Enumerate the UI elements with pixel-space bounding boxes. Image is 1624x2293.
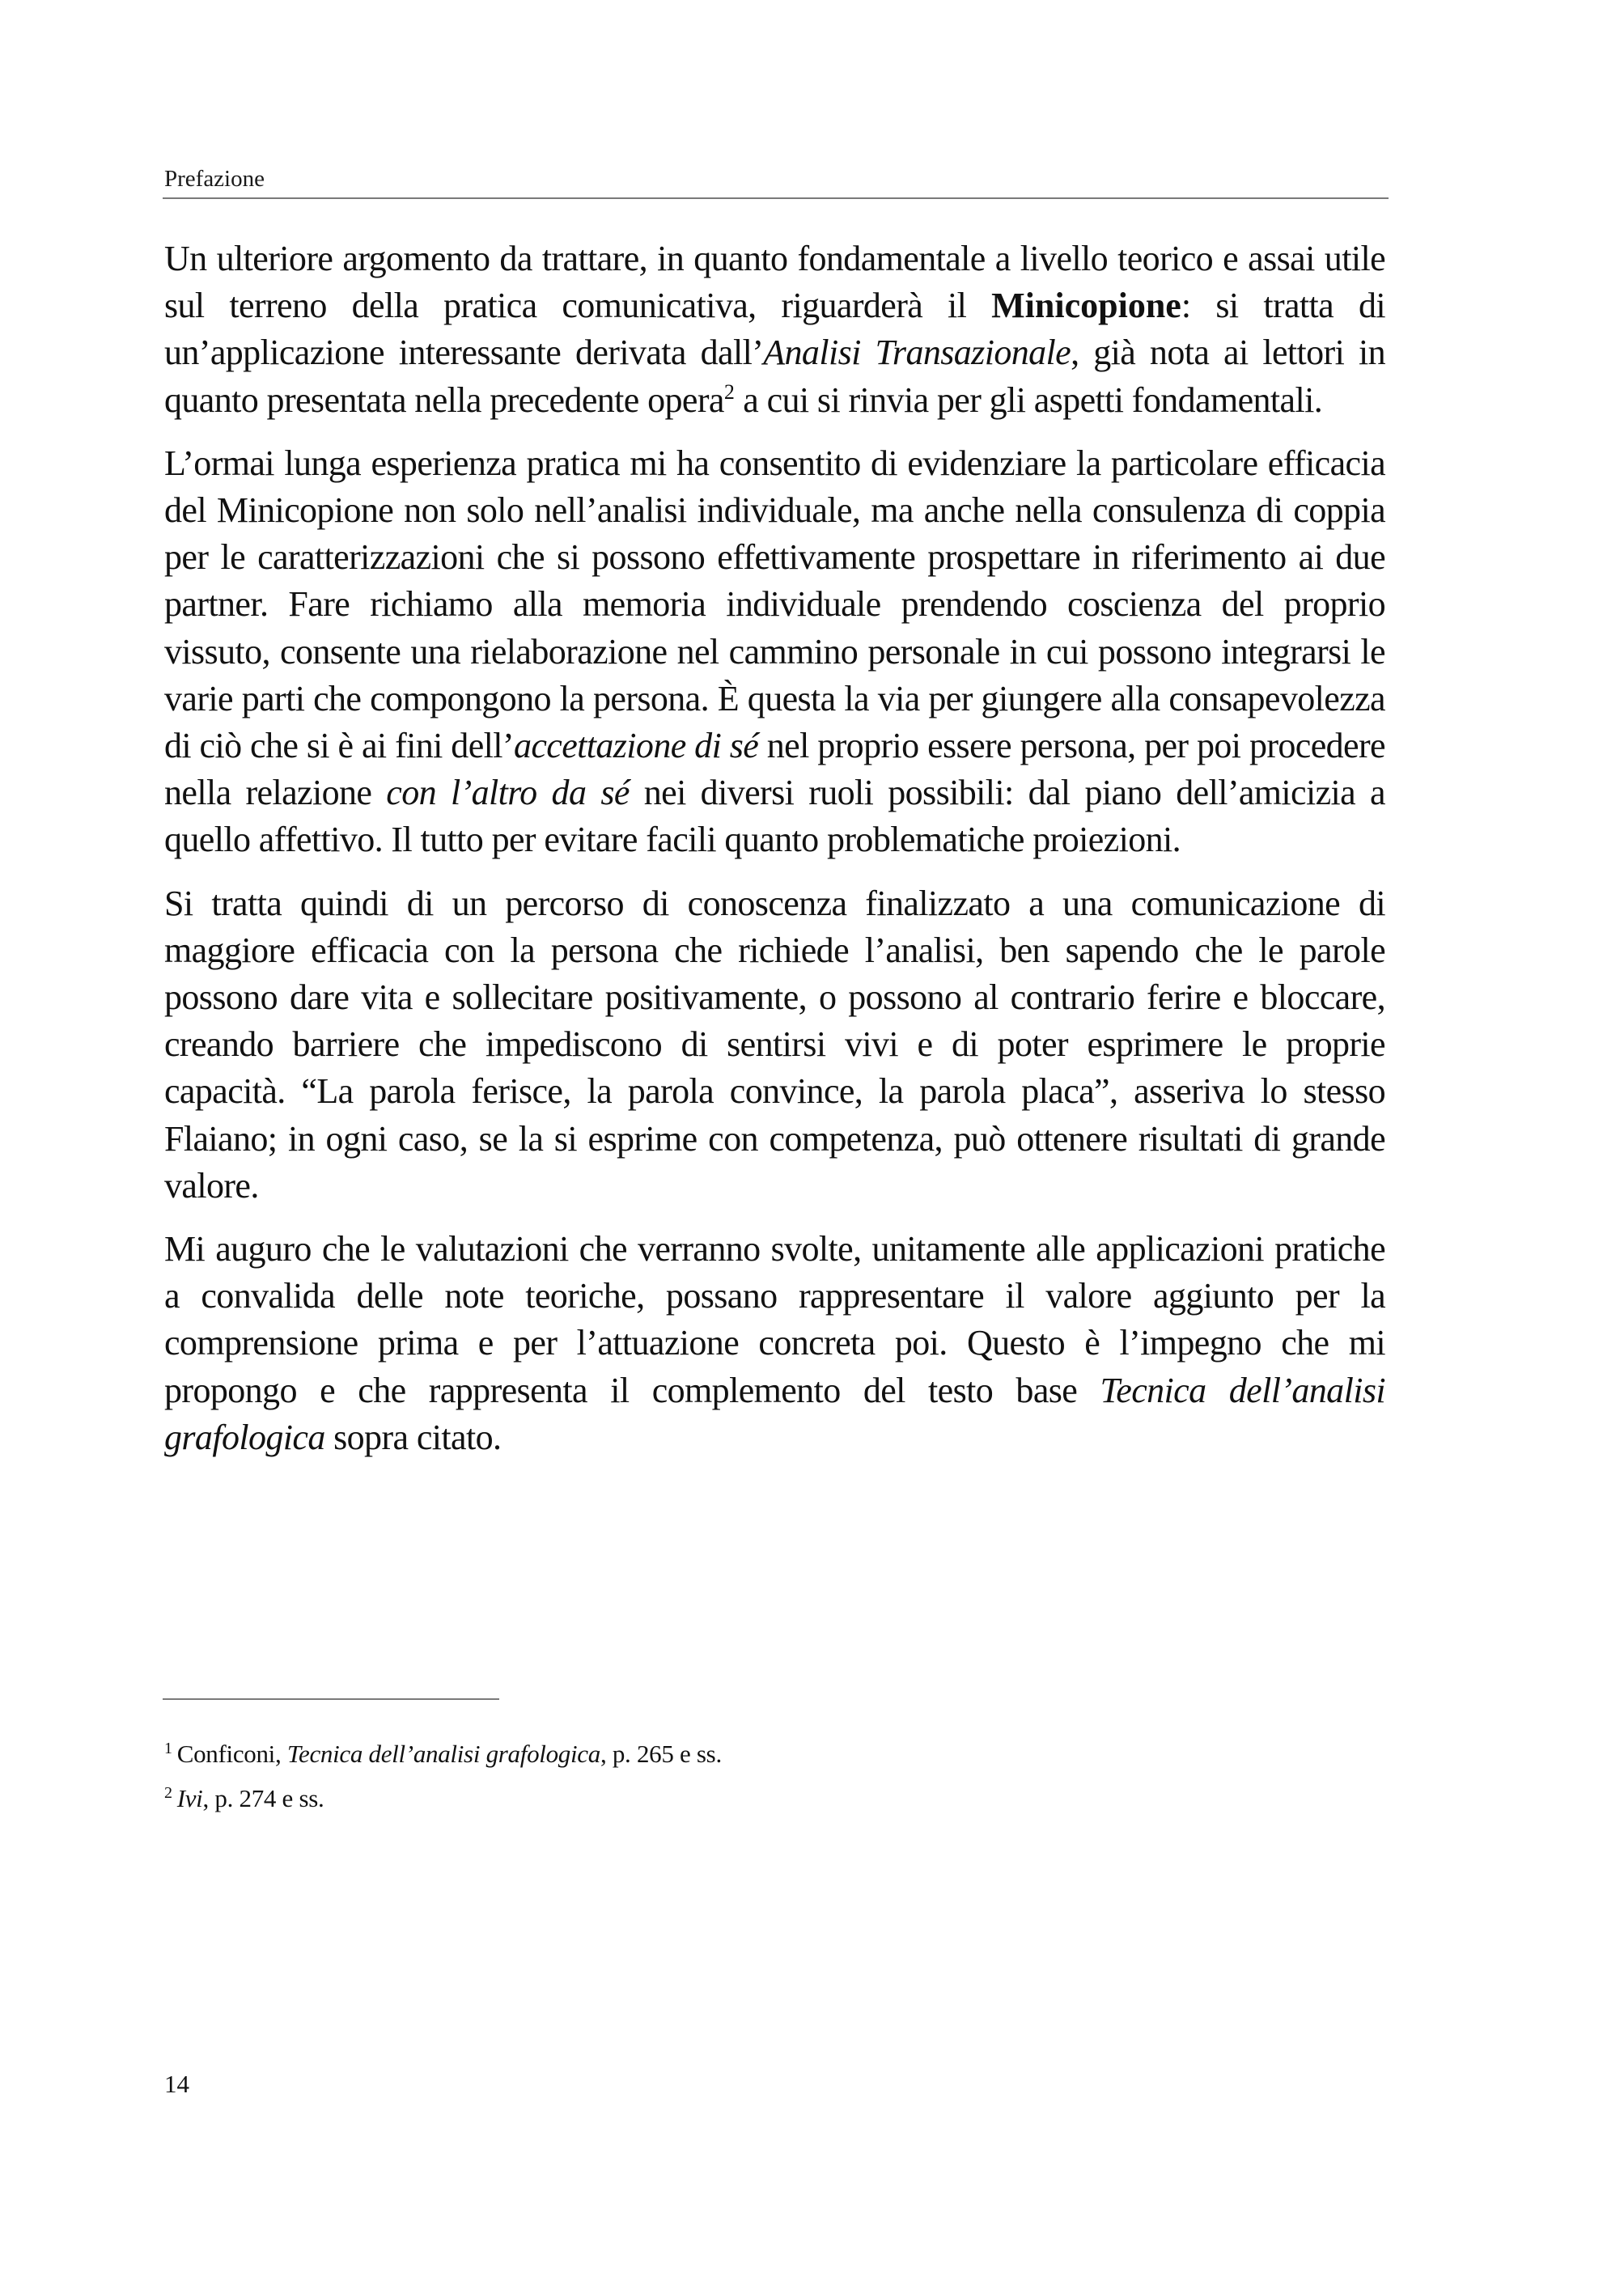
text-segment: a cui si rinvia per gli aspetti fondamentali.	[734, 379, 1323, 420]
text-segment: sopra citato.	[324, 1417, 502, 1457]
paragraph-1	[164, 235, 1385, 424]
text-segment: Conficoni,	[176, 1740, 287, 1768]
text-segment: : si tratta di un’applicazione interessante derivata dall’	[164, 286, 1385, 373]
italic-term-analisi-transazionale: Analisi Transazionale	[763, 333, 1071, 373]
text-segment: L’ormai lunga esperienza pratica mi ha consentito di evidenziare la particolare efficacia del Minicopione non solo nell’analisi individuale, ma anche nella consulenza di coppia per le caratterizzazioni che si possono effettivamente prospettare in riferimento ai due partner. Fare richiamo alla memoria individuale prendendo coscienza del proprio vissuto, consente una rielaborazione nel cammino personale in cui possono integrarsi le varie parti che compongono la persona. È questa la via per giungere alla consapevolezza di ciò che si è ai fini dell’	[164, 443, 1385, 766]
text-segment: Mi auguro che le valutazioni che verranno svolte, unitamente alle applicazioni pratiche a convalida delle note teoriche, possano rappresentare il valore aggiunto per la comprensione prima e per l’attuazione concreta poi. Questo è l’impegno che mi propongo e che rappresenta il complemento del testo base	[164, 1229, 1385, 1410]
italic-book-title: Tecnica dell’analisi grafologica	[164, 1370, 1385, 1457]
text-segment: , già nota ai lettori in quanto presentata nella precedente opera	[164, 333, 1386, 420]
text-segment: nei diversi ruoli possibili: dal piano dell’amicizia a quello affettivo. Il tutto per evitare facili quanto problematiche proiezioni.	[164, 773, 1385, 860]
running-head	[163, 162, 1389, 199]
text-segment: Si tratta quindi di un percorso di conoscenza finalizzato a una comunicazione di maggiore efficacia con la persona che richiede l’analisi, ben sapendo che le parole possono dare vita e sollecitare positivamente, o possono al contrario ferire e bloccare, creando barriere che impediscono di sentirsi vivi e di poter esprimere le proprie capacità. “La parola ferisce, la parola convince, la parola placa”, asseriva lo stesso Flaiano; in ogni caso, se la si esprime con competenza, può ottenere risultati di grande valore.	[164, 883, 1385, 1206]
text-segment: nel proprio essere persona, per poi procedere nella relazione	[164, 726, 1385, 813]
footnote-reference-2[interactable]: 2	[723, 379, 735, 404]
italic-book-title: Tecnica dell’analisi grafologica	[286, 1740, 600, 1768]
running-head-title: Prefazione	[164, 166, 265, 192]
italic-ivi: Ivi	[176, 1784, 203, 1812]
body-text	[164, 235, 1385, 1477]
footnote-1	[164, 1731, 1385, 1776]
paragraph-2	[164, 440, 1385, 864]
page-number: 14	[164, 2070, 189, 2098]
paragraph-3	[164, 880, 1385, 1210]
footnotes	[164, 1731, 1385, 1820]
text-segment: Un ulteriore argomento da trattare, in quanto fondamentale a livello teorico e assai utile sul terreno della pratica comunicativa, riguarderà il	[164, 239, 1385, 326]
bold-term-minicopione: Minicopione	[991, 286, 1181, 326]
footnote-number: 2	[164, 1784, 172, 1802]
text-segment: , p. 274 e ss.	[202, 1784, 324, 1812]
footnote-2	[164, 1776, 1385, 1820]
italic-phrase: con l’altro da sé	[386, 773, 630, 813]
paragraph-4	[164, 1226, 1385, 1461]
footnote-number: 1	[164, 1740, 172, 1757]
text-segment: , p. 265 e ss.	[600, 1740, 722, 1768]
italic-phrase: accettazione di sé	[513, 726, 759, 766]
footnote-separator	[163, 1698, 499, 1700]
